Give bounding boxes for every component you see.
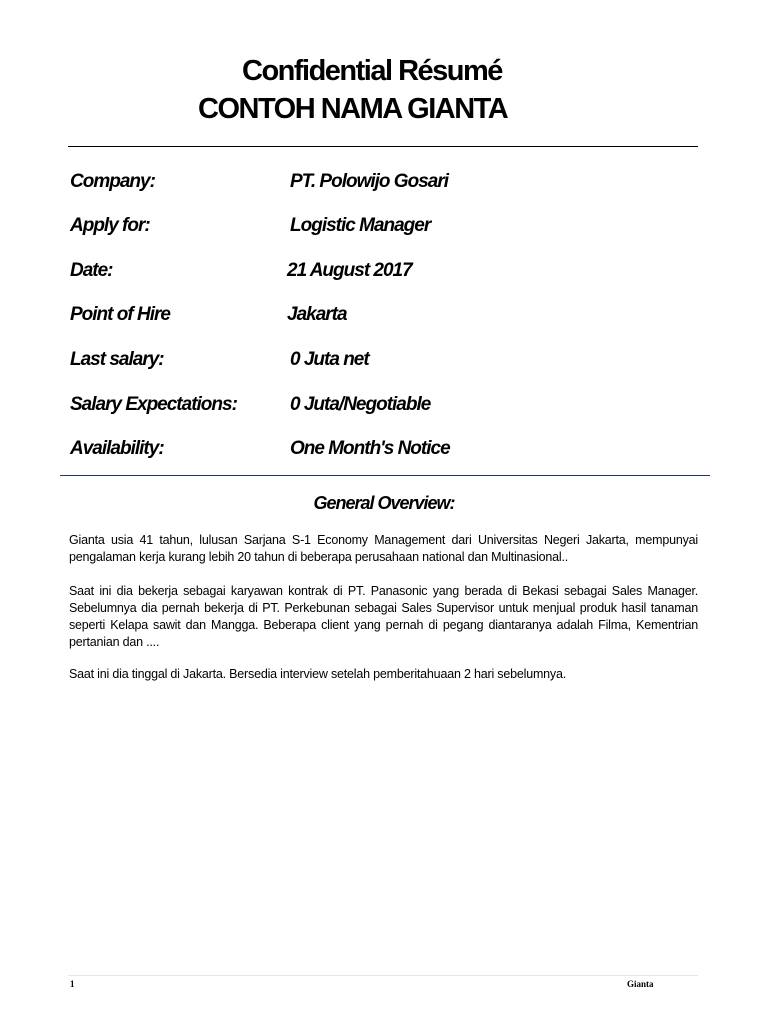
field-value: One Month's Notice (290, 438, 450, 459)
field-last-salary (70, 349, 710, 375)
footer-divider (68, 975, 698, 976)
footer-page-number: 1 (70, 979, 75, 989)
field-point-of-hire (70, 304, 710, 330)
overview-paragraph: Saat ini dia bekerja sebagai karyawan kontrak di PT. Panasonic yang berada di Bekasi sebagai Sales Manager. Sebelumnya dia pernah bekerja di PT. Perkebunan sebagai Sales Supervisor untuk menjual produk hasil tanaman seperti Kelapa sawit dan Mangga. Beberapa client yang pernah di pegang diantaranya adalah Filma, Kementrian pertanian dan .... (69, 584, 698, 649)
field-company (70, 171, 710, 197)
field-value: 0 Juta net (290, 349, 369, 370)
field-salary-expectations (70, 394, 710, 420)
document-title: Confidential Résumé (242, 55, 502, 87)
field-value: Jakarta (287, 304, 347, 325)
field-label: Apply for: (70, 215, 150, 236)
candidate-name: CONTOH NAMA GIANTA (198, 93, 508, 125)
field-date (70, 260, 710, 286)
field-value: PT. Polowijo Gosari (290, 171, 449, 192)
footer-name: Gianta (627, 979, 654, 989)
overview-paragraph: Gianta usia 41 tahun, lulusan Sarjana S-1 Economy Management dari Universitas Negeri Jakarta, mempunyai pengalaman kerja kurang lebih 20 tahun di beberapa perusahaan national dan Multinasional.. (69, 533, 698, 564)
field-value: Logistic Manager (290, 215, 431, 236)
section-divider (60, 475, 710, 476)
field-value: 0 Juta/Negotiable (290, 394, 431, 415)
field-label: Salary Expectations: (70, 394, 237, 415)
field-label: Company: (70, 171, 155, 192)
field-label: Availability: (70, 438, 164, 459)
field-apply-for (70, 215, 710, 241)
overview-heading: General Overview: (313, 493, 455, 513)
field-availability (70, 438, 710, 464)
overview-paragraph: Saat ini dia tinggal di Jakarta. Bersedia interview setelah pemberitahuaan 2 hari sebelumnya. (69, 667, 566, 681)
field-label: Point of Hire (70, 304, 170, 325)
field-label: Last salary: (70, 349, 164, 370)
header-divider (68, 146, 698, 147)
field-label: Date: (70, 260, 113, 281)
field-value: 21 August 2017 (287, 260, 412, 281)
